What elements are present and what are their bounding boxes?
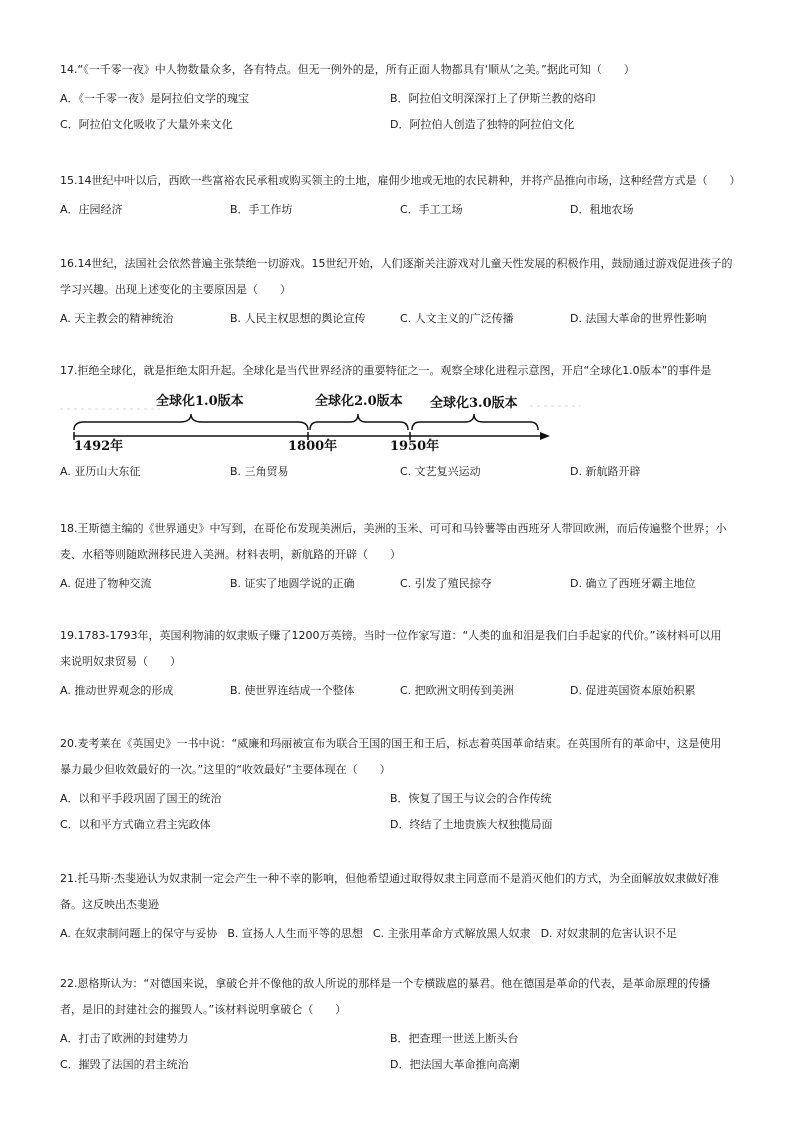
option-b[interactable]: B．手工作坊 xyxy=(230,202,293,216)
globalization-timeline xyxy=(60,394,760,460)
option-d[interactable]: D. 法国大革命的世界性影响 xyxy=(570,311,707,325)
stage-label-2: 全球化2.0版本 xyxy=(315,394,403,409)
question-stem: 21.托马斯·杰斐逊认为奴隶制一定会产生一种不幸的影响，但他希望通过取得奴隶主同意而不是消灭他们的方式，为全面解放奴隶做好准 备。这反映出杰斐逊 xyxy=(60,872,719,911)
brace-stage-3 xyxy=(412,414,538,430)
options-row xyxy=(60,307,750,329)
option-c[interactable]: C. 引发了殖民掠夺 xyxy=(400,576,492,590)
question-15 xyxy=(60,168,750,220)
option-a[interactable]: A．庄园经济 xyxy=(60,202,123,216)
options-row xyxy=(60,1053,750,1075)
option-c[interactable]: C. 文艺复兴运动 xyxy=(400,464,481,478)
question-stem: 20.麦考莱在《英国史》一书中说：“威廉和玛丽被宣布为联合王国的国王和王后，标志着英国革命结束。在英国所有的革命中，这是使用 暴力最少但收效最好的一次。”这里的“收效最好”主要体现在（ ） xyxy=(60,737,722,776)
question-stem: 22.恩格斯认为：“对德国来说，拿破仑并不像他的敌人所说的那样是一个专横跋扈的暴君。他在德国是革命的代表，是革命原理的传播 者，是旧的封建社会的摧毁人。”该材料说明拿破仑（ ） xyxy=(60,977,711,1016)
question-14 xyxy=(60,57,750,135)
question-stem: 15.14世纪中叶以后，西欧一些富裕农民承租或购买领主的土地，雇佣少地或无地的农民耕种，并将产品推向市场，这种经营方式是（ ） xyxy=(60,174,741,187)
option-a[interactable]: A. 亚历山大东征 xyxy=(60,464,141,478)
year-label-1492: 1492年 xyxy=(74,439,124,454)
option-a[interactable]: A. 在奴隶制问题上的保守与妥协 xyxy=(60,926,218,940)
option-c[interactable]: C．以和平方式确立君主宪政体 xyxy=(60,817,211,831)
question-21 xyxy=(60,866,750,944)
option-c[interactable]: C. 主张用革命方式解放黑人奴隶 xyxy=(372,926,531,940)
option-c[interactable]: C. 人文主义的广泛传播 xyxy=(400,311,514,325)
options-row xyxy=(60,813,750,835)
option-b[interactable]: B．恢复了国王与议会的合作传统 xyxy=(390,791,552,805)
option-c[interactable]: C．阿拉伯文化吸收了大量外来文化 xyxy=(60,117,233,131)
option-b[interactable]: B. 宣扬人人生而平等的思想 xyxy=(227,926,363,940)
brace-stage-1 xyxy=(74,414,308,430)
options-row xyxy=(60,198,750,220)
options-row xyxy=(60,460,750,482)
option-d[interactable]: D. 新航路开辟 xyxy=(570,464,641,478)
stage-label-1: 全球化1.0版本 xyxy=(156,394,244,409)
option-b[interactable]: B. 使世界连结成一个整体 xyxy=(230,683,355,697)
option-d[interactable]: D．终结了土地贵族大权独揽局面 xyxy=(390,817,553,831)
question-stem: 16.14世纪，法国社会依然普遍主张禁绝一切游戏。15世纪开始，人们逐渐关注游戏对儿童天性发展的积极作用，鼓励通过游戏促进孩子的 学习兴趣。出现上述变化的主要原因是（ ） xyxy=(60,257,733,296)
option-c[interactable]: C. 把欧洲文明传到美洲 xyxy=(400,683,514,697)
options-row xyxy=(60,113,750,135)
option-d[interactable]: D．阿拉伯人创造了独特的阿拉伯文化 xyxy=(390,117,575,131)
option-b[interactable]: B．阿拉伯文明深深打上了伊斯兰教的烙印 xyxy=(390,91,596,105)
question-stem: 17.拒绝全球化，就是拒绝太阳升起。全球化是当代世界经济的重要特征之一。观察全球化进程示意图，开启“全球化1.0版本”的事件是 xyxy=(60,364,712,377)
option-d[interactable]: D. 对奴隶制的危害认识不足 xyxy=(540,926,678,940)
year-label-1950: 1950年 xyxy=(390,439,440,454)
option-a[interactable]: A. 推动世界观念的形成 xyxy=(60,683,174,697)
option-b[interactable]: B. 证实了地圆学说的正确 xyxy=(230,576,355,590)
option-d[interactable]: D. 促进英国资本原始积累 xyxy=(570,683,696,697)
option-b[interactable]: B. 三角贸易 xyxy=(230,464,289,478)
question-16 xyxy=(60,251,750,329)
option-d[interactable]: D．租地农场 xyxy=(570,202,634,216)
question-19 xyxy=(60,623,750,701)
option-a[interactable]: A．《一千零一夜》是阿拉伯文学的瑰宝 xyxy=(60,91,250,105)
year-label-1800: 1800年 xyxy=(288,439,338,454)
option-a[interactable]: A．以和平手段巩固了国王的统治 xyxy=(60,791,222,805)
question-stem: 18.王斯德主编的《世界通史》中写到，在哥伦布发现美洲后，美洲的玉米、可可和马铃薯等由西班牙人带回欧洲，而后传遍整个世界；小 麦、水稻等则随欧洲移民进入美洲。材料表明，新航路的开辟（ ） xyxy=(60,522,727,561)
option-d[interactable]: D. 确立了西班牙霸主地位 xyxy=(570,576,696,590)
option-b[interactable]: B．把查理一世送上断头台 xyxy=(390,1031,519,1045)
option-c[interactable]: C．手工工场 xyxy=(400,202,463,216)
options-row xyxy=(60,922,750,944)
option-a[interactable]: A. 促进了物种交流 xyxy=(60,576,152,590)
options-row xyxy=(60,679,750,701)
question-17 xyxy=(60,358,750,384)
option-c[interactable]: C．摧毁了法国的君主统治 xyxy=(60,1057,189,1071)
option-d[interactable]: D．把法国大革命推向高潮 xyxy=(390,1057,520,1071)
brace-stage-2 xyxy=(310,414,408,430)
option-a[interactable]: A．打击了欧洲的封建势力 xyxy=(60,1031,189,1045)
options-row xyxy=(60,572,750,594)
stage-label-3: 全球化3.0版本 xyxy=(430,396,518,411)
options-row xyxy=(60,787,750,809)
option-a[interactable]: A. 天主教会的精神统治 xyxy=(60,311,174,325)
question-17-options xyxy=(60,460,750,482)
options-row xyxy=(60,87,750,109)
option-b[interactable]: B. 人民主权思想的舆论宣传 xyxy=(230,311,366,325)
question-22 xyxy=(60,971,750,1075)
options-row xyxy=(60,1027,750,1049)
question-20 xyxy=(60,731,750,835)
question-stem: 14.“《一千零一夜》中人物数量众多，各有特点。但无一例外的是，所有正面人物都具有‘顺从’之美。”据此可知（ ） xyxy=(60,63,635,76)
question-18 xyxy=(60,516,750,594)
arrow-right-icon xyxy=(540,432,550,440)
question-stem: 19.1783-1793年，英国利物浦的奴隶贩子赚了1200万英镑。当时一位作家写道：“人类的血和泪是我们白手起家的代价。”该材料可以用 来说明奴隶贸易（ ） xyxy=(60,629,722,668)
